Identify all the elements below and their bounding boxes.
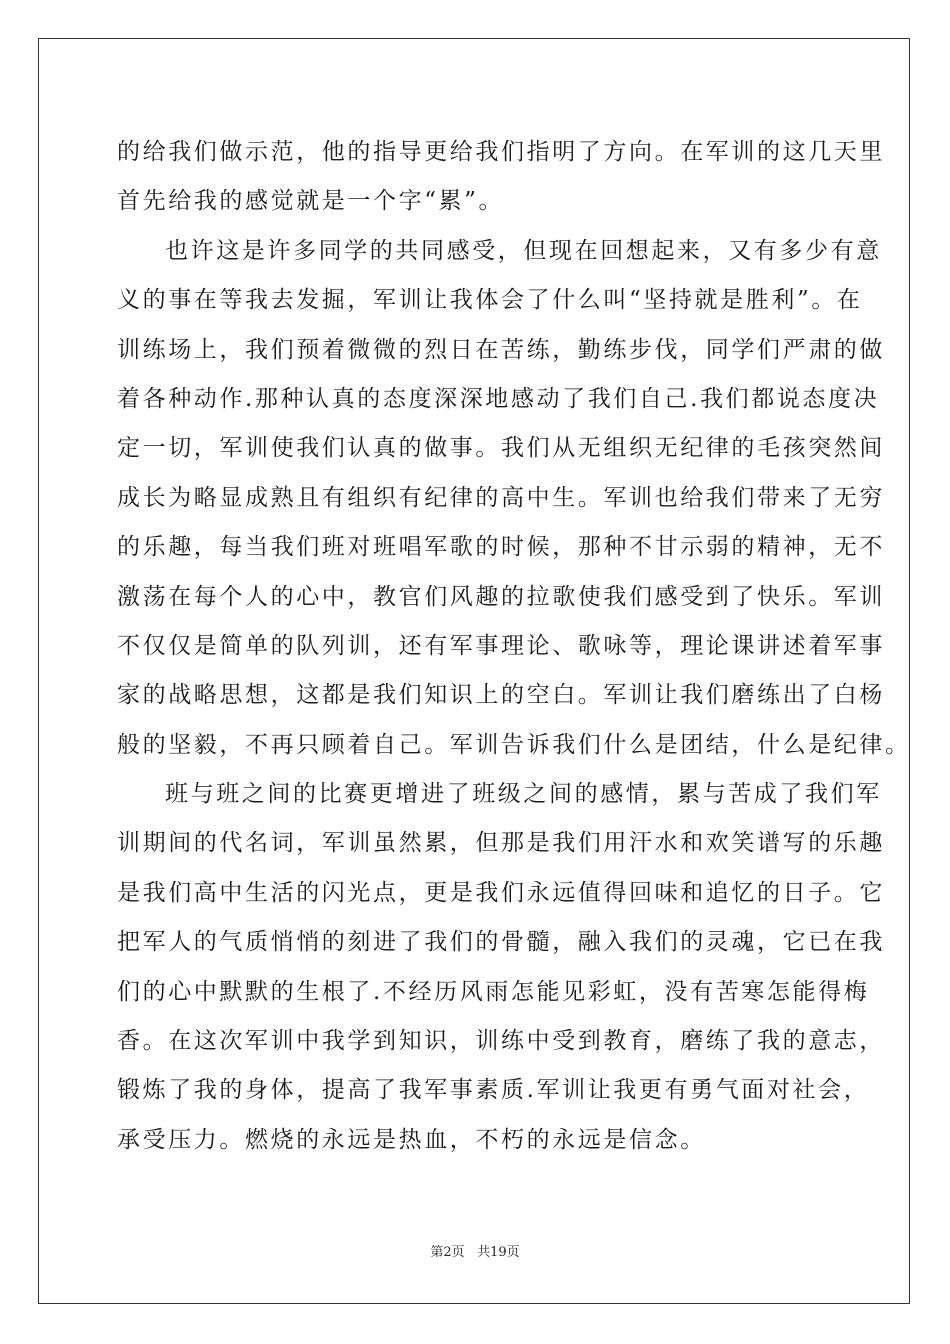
text-line: 承受压力。燃烧的永远是热血，不朽的永远是信念。 — [117, 1126, 706, 1153]
text-line: 班与班之间的比赛更增进了班级之间的感情，累与苦成了我们军 — [165, 781, 882, 808]
text-line: 香。在这次军训中我学到知识，训练中受到教育，磨练了我的意志， — [117, 1028, 885, 1055]
text-line: 也许这是许多同学的共同感受，但现在回想起来，又有多少有意 — [165, 237, 882, 264]
text-line: 家的战略思想，这都是我们知识上的空白。军训让我们磨练出了白杨 — [117, 682, 885, 709]
text-line: 们的心中默默的生根了.不经历风雨怎能见彩虹，没有苦寒怎能得梅 — [117, 978, 870, 1005]
text-line: 着各种动作.那种认真的态度深深地感动了我们自己.我们都说态度决 — [117, 385, 880, 412]
page-footer — [0, 1241, 950, 1260]
page-total: 共19页 — [477, 1245, 520, 1260]
text-line: 训练场上，我们预着微微的烈日在苦练，勤练步伐，同学们严肃的做 — [117, 336, 885, 363]
text-line: 的给我们做示范，他的指导更给我们指明了方向。在军训的这几天里 — [117, 139, 885, 165]
text-line: 激荡在每个人的心中，教官们风趣的拉歌使我们感受到了快乐。军训 — [117, 583, 885, 610]
text-line: 是我们高中生活的闪光点，更是我们永远值得回味和追忆的日子。它 — [117, 879, 885, 906]
text-line: 训期间的代名词，军训虽然累，但那是我们用汗水和欢笑谱写的乐趣 — [117, 830, 885, 857]
text-line: 把军人的气质悄悄的刻进了我们的骨髓，融入我们的灵魂，它已在我 — [117, 929, 885, 956]
text-line: 般的坚毅，不再只顾着自己。军训告诉我们什么是团结，什么是纪律。 — [117, 731, 911, 758]
text-line: 不仅仅是简单的队列训，还有军事理论、歌咏等，理论课讲述着军事 — [117, 632, 885, 659]
footer-spacer — [465, 1245, 477, 1260]
document-body — [117, 128, 911, 1165]
text-line: 锻炼了我的身体，提高了我军事素质.军训让我更有勇气面对社会， — [117, 1077, 870, 1104]
page-number: 第2页 — [430, 1245, 465, 1260]
text-line: 首先给我的感觉就是一个字“累”。 — [117, 188, 505, 215]
text-line: 定一切，军训使我们认真的做事。我们从无组织无纪律的毛孩突然间 — [117, 435, 885, 462]
text-line: 义的事在等我去发掘，军训让我体会了什么叫“坚持就是胜利”。在 — [117, 287, 863, 314]
text-line: 的乐趣，每当我们班对班唱军歌的时候，那种不甘示弱的精神，无不 — [117, 534, 885, 561]
text-line: 成长为略显成熟且有组织有纪律的高中生。军训也给我们带来了无穷 — [117, 484, 885, 511]
